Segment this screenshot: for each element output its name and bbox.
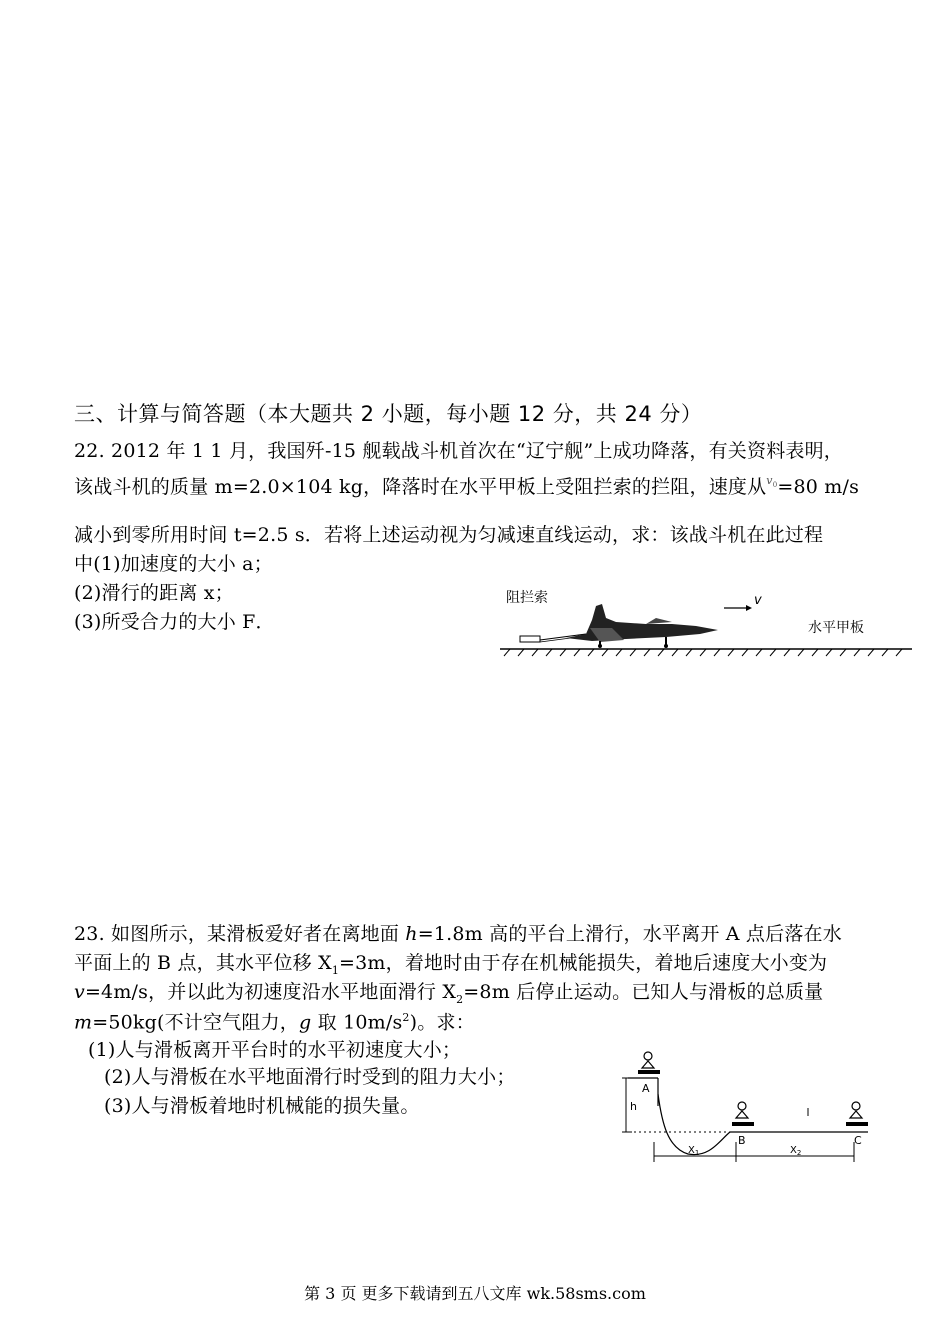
- v0-symbol: v0: [766, 474, 778, 490]
- label-B: B: [738, 1134, 746, 1147]
- label-x2: $X_2$: [790, 1145, 802, 1157]
- page-footer: 第 3 页 更多下载请到五八文库 wk.58sms.com: [304, 1284, 646, 1303]
- q23-line1: 23. 如图所示，某滑板爱好者在离地面 h=1.8m 高的平台上滑行，水平离开 A 点后落在水: [74, 923, 842, 945]
- q22-line6: (3)所受合力的大小 F．: [74, 611, 275, 633]
- label-A: A: [642, 1082, 650, 1095]
- q23-line4: m=50kg(不计空气阻力，g 取 $10m/s^2$)。求：: [74, 1011, 475, 1034]
- label-x1: $X_1$: [688, 1145, 700, 1157]
- deck-hatching: [504, 649, 902, 656]
- skateboard-figure: [618, 1044, 878, 1166]
- q22-line2: [74, 474, 860, 498]
- jet-landing-figure: [496, 584, 916, 662]
- q22-line2-speed: =80 m/s: [777, 476, 860, 498]
- skater-b-icon: [732, 1102, 754, 1126]
- velocity-arrowhead: [746, 605, 752, 611]
- skater-a-icon: [638, 1052, 660, 1074]
- label-h: h: [630, 1100, 637, 1113]
- q23-line3: v=4m/s，并以此为初速度沿水平地面滑行 $X_2=8m$ 后停止运动。已知人与滑板的总质量: [74, 981, 824, 1006]
- skater-c-icon: [846, 1102, 868, 1126]
- label-arresting-cable: 阻拦索: [506, 590, 548, 606]
- q22-line5: (2)滑行的距离 x；: [74, 582, 234, 604]
- label-deck: 水平甲板: [808, 620, 864, 636]
- q23-item1: (1)人与滑板离开平台时的水平初速度大小；: [88, 1039, 462, 1061]
- q22-line4: 中(1)加速度的大小 a；: [74, 553, 273, 575]
- q22-line1: 22. 2012 年 1 1 月，我国歼-15 舰载战斗机首次在“辽宁舰”上成功降落，有关资料表明，: [74, 440, 844, 462]
- section-title: 三、计算与简答题（本大题共 2 小题，每小题 12 分，共 24 分）: [74, 402, 703, 426]
- q23-item3: (3)人与滑板着地时机械能的损失量。: [104, 1095, 420, 1117]
- q23-line2: 平面上的 B 点，其水平位移 $X_1=3m$，着地时由于存在机械能损失，着地后速度大小变为: [74, 952, 828, 977]
- q22-line3: 减小到零所用时间 t=2.5 s．若将上述运动视为匀减速直线运动，求：该战斗机在此过程: [74, 524, 824, 546]
- q22-line2-text: 该战斗机的质量 m=2.0×104 kg，降落时在水平甲板上受阻拦索的拦阻，速度从: [74, 476, 767, 498]
- cable-anchor: [520, 636, 540, 642]
- jet-icon: [566, 604, 718, 648]
- label-velocity: v: [754, 593, 762, 608]
- q23-item2: (2)人与滑板在水平地面滑行时受到的阻力大小；: [104, 1066, 516, 1088]
- label-C: C: [854, 1134, 862, 1147]
